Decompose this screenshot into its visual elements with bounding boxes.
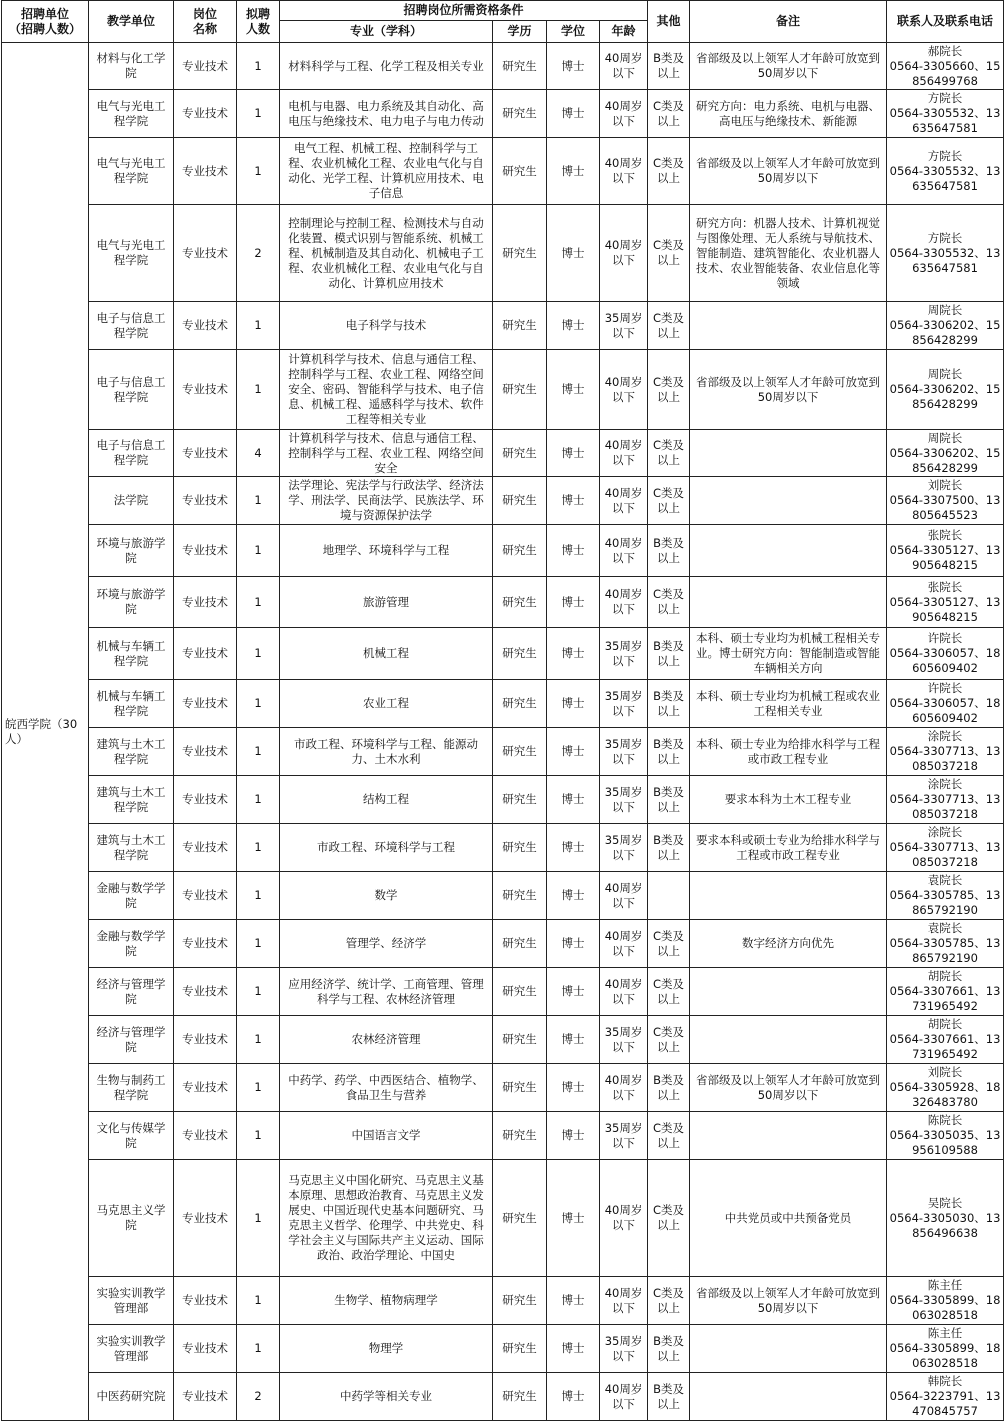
count-cell: 1 — [237, 872, 280, 920]
other-cell — [648, 872, 690, 920]
header-unit: 招聘单位 （招聘人数） — [2, 1, 89, 43]
school-cell: 建筑与土木工程学院 — [89, 824, 174, 872]
education-cell: 研究生 — [493, 728, 547, 776]
post-cell: 专业技术 — [174, 477, 237, 525]
age-cell: 40周岁以下 — [600, 920, 648, 968]
other-cell: B类及以上 — [648, 43, 690, 90]
education-cell: 研究生 — [493, 577, 547, 628]
contact-cell: 郝院长 0564-3305660、15856499768 — [887, 43, 1004, 90]
school-cell: 金融与数学学院 — [89, 920, 174, 968]
table-row — [2, 776, 1004, 824]
remark-cell — [690, 302, 887, 350]
remark-cell — [690, 577, 887, 628]
contact-cell: 袁院长 0564-3305785、13865792190 — [887, 920, 1004, 968]
contact-cell: 许院长 0564-3306057、18605609402 — [887, 680, 1004, 728]
table-row — [2, 1112, 1004, 1160]
school-cell: 机械与车辆工程学院 — [89, 680, 174, 728]
remark-cell — [690, 872, 887, 920]
education-cell: 研究生 — [493, 1277, 547, 1325]
table-row — [2, 43, 1004, 90]
contact-cell: 周院长 0564-3306202、15856428299 — [887, 350, 1004, 430]
count-cell: 1 — [237, 776, 280, 824]
degree-cell: 博士 — [547, 525, 600, 577]
major-cell: 法学理论、宪法学与行政法学、经济法学、刑法学、民商法学、民族法学、环境与资源保护法学 — [280, 477, 493, 525]
education-cell: 研究生 — [493, 138, 547, 205]
other-cell: B类及以上 — [648, 628, 690, 680]
school-cell: 实验实训教学管理部 — [89, 1277, 174, 1325]
other-cell: C类及以上 — [648, 1016, 690, 1064]
table-row — [2, 824, 1004, 872]
remark-cell: 要求本科为土木工程专业 — [690, 776, 887, 824]
age-cell: 40周岁以下 — [600, 477, 648, 525]
degree-cell: 博士 — [547, 1016, 600, 1064]
major-cell: 控制理论与控制工程、检测技术与自动化装置、模式识别与智能系统、机械工程、机械制造及其自动化、机械电子工程、农业机械化工程、农业电气化与自动化、计算机应用技术 — [280, 205, 493, 302]
header-major: 专业（学科） — [280, 21, 493, 43]
post-cell: 专业技术 — [174, 1373, 237, 1421]
count-cell: 2 — [237, 205, 280, 302]
other-cell: B类及以上 — [648, 1325, 690, 1373]
count-cell: 1 — [237, 1277, 280, 1325]
post-cell: 专业技术 — [174, 1112, 237, 1160]
table-row — [2, 1373, 1004, 1421]
school-cell: 电子与信息工程学院 — [89, 430, 174, 477]
count-cell: 1 — [237, 1016, 280, 1064]
post-cell: 专业技术 — [174, 628, 237, 680]
education-cell: 研究生 — [493, 920, 547, 968]
post-cell: 专业技术 — [174, 968, 237, 1016]
age-cell: 35周岁以下 — [600, 1016, 648, 1064]
remark-cell — [690, 477, 887, 525]
post-cell: 专业技术 — [174, 824, 237, 872]
post-cell: 专业技术 — [174, 1325, 237, 1373]
education-cell: 研究生 — [493, 477, 547, 525]
count-cell: 1 — [237, 1325, 280, 1373]
post-cell: 专业技术 — [174, 90, 237, 138]
age-cell: 40周岁以下 — [600, 205, 648, 302]
major-cell: 电气工程、机械工程、控制科学与工程、农业机械化工程、农业电气化与自动化、光学工程、计算机应用技术、电子信息 — [280, 138, 493, 205]
school-cell: 经济与管理学院 — [89, 1016, 174, 1064]
major-cell: 农业工程 — [280, 680, 493, 728]
contact-cell: 方院长 0564-3305532、13635647581 — [887, 138, 1004, 205]
contact-cell: 袁院长 0564-3305785、13865792190 — [887, 872, 1004, 920]
remark-cell — [690, 1112, 887, 1160]
other-cell: B类及以上 — [648, 824, 690, 872]
remark-cell: 要求本科或硕士专业为给排水科学与工程或市政工程专业 — [690, 824, 887, 872]
age-cell: 35周岁以下 — [600, 302, 648, 350]
post-cell: 专业技术 — [174, 776, 237, 824]
remark-cell: 省部级及以上领军人才年龄可放宽到50周岁以下 — [690, 350, 887, 430]
school-cell: 电气与光电工程学院 — [89, 90, 174, 138]
education-cell: 研究生 — [493, 1373, 547, 1421]
education-cell: 研究生 — [493, 302, 547, 350]
contact-cell: 涂院长 0564-3307713、13085037218 — [887, 824, 1004, 872]
school-cell: 电气与光电工程学院 — [89, 205, 174, 302]
other-cell: C类及以上 — [648, 90, 690, 138]
other-cell: C类及以上 — [648, 477, 690, 525]
age-cell: 40周岁以下 — [600, 43, 648, 90]
table-row — [2, 90, 1004, 138]
count-cell: 1 — [237, 350, 280, 430]
post-cell: 专业技术 — [174, 138, 237, 205]
education-cell: 研究生 — [493, 968, 547, 1016]
post-cell: 专业技术 — [174, 1064, 237, 1112]
degree-cell: 博士 — [547, 477, 600, 525]
header-other: 其他 — [648, 1, 690, 43]
age-cell: 35周岁以下 — [600, 628, 648, 680]
count-cell: 1 — [237, 628, 280, 680]
school-cell: 机械与车辆工程学院 — [89, 628, 174, 680]
school-cell: 法学院 — [89, 477, 174, 525]
contact-cell: 吴院长 0564-3305030、13856496638 — [887, 1160, 1004, 1277]
school-cell: 电子与信息工程学院 — [89, 302, 174, 350]
table-row — [2, 577, 1004, 628]
major-cell: 管理学、经济学 — [280, 920, 493, 968]
table-row — [2, 138, 1004, 205]
age-cell: 35周岁以下 — [600, 728, 648, 776]
remark-cell: 省部级及以上领军人才年龄可放宽到50周岁以下 — [690, 138, 887, 205]
major-cell: 结构工程 — [280, 776, 493, 824]
major-cell: 电子科学与技术 — [280, 302, 493, 350]
other-cell: C类及以上 — [648, 968, 690, 1016]
degree-cell: 博士 — [547, 302, 600, 350]
contact-cell: 张院长 0564-3305127、13905648215 — [887, 525, 1004, 577]
post-cell: 专业技术 — [174, 577, 237, 628]
remark-cell — [690, 525, 887, 577]
age-cell: 40周岁以下 — [600, 90, 648, 138]
degree-cell: 博士 — [547, 205, 600, 302]
major-cell: 计算机科学与技术、信息与通信工程、控制科学与工程、农业工程、网络空间安全 — [280, 430, 493, 477]
contact-cell: 许院长 0564-3306057、18605609402 — [887, 628, 1004, 680]
post-cell: 专业技术 — [174, 728, 237, 776]
table-body — [2, 43, 1004, 1421]
table-row — [2, 477, 1004, 525]
remark-cell: 本科、硕士专业均为机械工程相关专业。博士研究方向：智能制造或智能车辆相关方向 — [690, 628, 887, 680]
table-row — [2, 920, 1004, 968]
major-cell: 中国语言文学 — [280, 1112, 493, 1160]
school-cell: 材料与化工学院 — [89, 43, 174, 90]
age-cell: 35周岁以下 — [600, 776, 648, 824]
remark-cell: 研究方向：电力系统、电机与电器、高电压与绝缘技术、新能源 — [690, 90, 887, 138]
count-cell: 1 — [237, 90, 280, 138]
school-cell: 电气与光电工程学院 — [89, 138, 174, 205]
degree-cell: 博士 — [547, 1325, 600, 1373]
major-cell: 数学 — [280, 872, 493, 920]
degree-cell: 博士 — [547, 577, 600, 628]
contact-cell: 张院长 0564-3305127、13905648215 — [887, 577, 1004, 628]
post-cell: 专业技术 — [174, 1016, 237, 1064]
other-cell: C类及以上 — [648, 1112, 690, 1160]
education-cell: 研究生 — [493, 1325, 547, 1373]
other-cell: C类及以上 — [648, 302, 690, 350]
major-cell: 农林经济管理 — [280, 1016, 493, 1064]
education-cell: 研究生 — [493, 350, 547, 430]
table-row — [2, 1016, 1004, 1064]
degree-cell: 博士 — [547, 1160, 600, 1277]
age-cell: 40周岁以下 — [600, 350, 648, 430]
education-cell: 研究生 — [493, 1016, 547, 1064]
major-cell: 中药学、药学、中西医结合、植物学、食品卫生与营养 — [280, 1064, 493, 1112]
education-cell: 研究生 — [493, 1160, 547, 1277]
school-cell: 环境与旅游学院 — [89, 577, 174, 628]
age-cell: 40周岁以下 — [600, 1277, 648, 1325]
school-cell: 生物与制药工程学院 — [89, 1064, 174, 1112]
degree-cell: 博士 — [547, 138, 600, 205]
count-cell: 1 — [237, 920, 280, 968]
degree-cell: 博士 — [547, 872, 600, 920]
table-row — [2, 525, 1004, 577]
education-cell: 研究生 — [493, 776, 547, 824]
contact-cell: 涂院长 0564-3307713、13085037218 — [887, 728, 1004, 776]
age-cell: 40周岁以下 — [600, 1064, 648, 1112]
header-school: 教学单位 — [89, 1, 174, 43]
count-cell: 1 — [237, 728, 280, 776]
degree-cell: 博士 — [547, 430, 600, 477]
degree-cell: 博士 — [547, 680, 600, 728]
post-cell: 专业技术 — [174, 1160, 237, 1277]
degree-cell: 博士 — [547, 968, 600, 1016]
remark-cell — [690, 968, 887, 1016]
contact-cell: 方院长 0564-3305532、13635647581 — [887, 205, 1004, 302]
school-cell: 实验实训教学管理部 — [89, 1325, 174, 1373]
count-cell: 1 — [237, 1064, 280, 1112]
age-cell: 40周岁以下 — [600, 1160, 648, 1277]
other-cell: B类及以上 — [648, 1373, 690, 1421]
contact-cell: 陈主任 0564-3305899、18063028518 — [887, 1277, 1004, 1325]
education-cell: 研究生 — [493, 824, 547, 872]
major-cell: 市政工程、环境科学与工程、能源动力、土木水利 — [280, 728, 493, 776]
major-cell: 地理学、环境科学与工程 — [280, 525, 493, 577]
school-cell: 中医药研究院 — [89, 1373, 174, 1421]
remark-cell: 本科、硕士专业为给排水科学与工程或市政工程专业 — [690, 728, 887, 776]
degree-cell: 博士 — [547, 824, 600, 872]
recruitment-table — [1, 0, 1004, 1421]
education-cell: 研究生 — [493, 205, 547, 302]
other-cell: C类及以上 — [648, 577, 690, 628]
header-age: 年龄 — [600, 21, 648, 43]
other-cell: C类及以上 — [648, 138, 690, 205]
age-cell: 35周岁以下 — [600, 1112, 648, 1160]
age-cell: 40周岁以下 — [600, 872, 648, 920]
count-cell: 1 — [237, 43, 280, 90]
degree-cell: 博士 — [547, 920, 600, 968]
other-cell: C类及以上 — [648, 1277, 690, 1325]
contact-cell: 胡院长 0564-3307661、13731965492 — [887, 1016, 1004, 1064]
contact-cell: 涂院长 0564-3307713、13085037218 — [887, 776, 1004, 824]
age-cell: 40周岁以下 — [600, 577, 648, 628]
count-cell: 1 — [237, 1112, 280, 1160]
table-row — [2, 728, 1004, 776]
count-cell: 1 — [237, 680, 280, 728]
table-row — [2, 350, 1004, 430]
degree-cell: 博士 — [547, 1112, 600, 1160]
education-cell: 研究生 — [493, 628, 547, 680]
age-cell: 40周岁以下 — [600, 1373, 648, 1421]
age-cell: 40周岁以下 — [600, 968, 648, 1016]
age-cell: 40周岁以下 — [600, 525, 648, 577]
education-cell: 研究生 — [493, 90, 547, 138]
contact-cell: 周院长 0564-3306202、15856428299 — [887, 430, 1004, 477]
remark-cell — [690, 1373, 887, 1421]
age-cell: 35周岁以下 — [600, 824, 648, 872]
remark-cell: 数字经济方向优先 — [690, 920, 887, 968]
count-cell: 1 — [237, 525, 280, 577]
table-row — [2, 430, 1004, 477]
age-cell: 40周岁以下 — [600, 430, 648, 477]
count-cell: 2 — [237, 1373, 280, 1421]
degree-cell: 博士 — [547, 628, 600, 680]
school-cell: 文化与传媒学院 — [89, 1112, 174, 1160]
contact-cell: 陈主任 0564-3305899、18063028518 — [887, 1325, 1004, 1373]
remark-cell: 研究方向：机器人技术、计算机视觉与图像处理、无人系统与导航技术、智能制造、建筑智能化、农业机器人技术、农业智能装备、农业信息化等领域 — [690, 205, 887, 302]
age-cell: 35周岁以下 — [600, 680, 648, 728]
contact-cell: 刘院长 0564-3305928、18326483780 — [887, 1064, 1004, 1112]
degree-cell: 博士 — [547, 1064, 600, 1112]
post-cell: 专业技术 — [174, 920, 237, 968]
table-row — [2, 968, 1004, 1016]
count-cell: 1 — [237, 477, 280, 525]
contact-cell: 陈院长 0564-3305035、13956109588 — [887, 1112, 1004, 1160]
major-cell: 机械工程 — [280, 628, 493, 680]
remark-cell: 本科、硕士专业均为机械工程或农业工程相关专业 — [690, 680, 887, 728]
education-cell: 研究生 — [493, 872, 547, 920]
unit-cell: 皖西学院（30人） — [2, 43, 89, 1421]
school-cell: 建筑与土木工程学院 — [89, 776, 174, 824]
other-cell: C类及以上 — [648, 1160, 690, 1277]
other-cell: C类及以上 — [648, 205, 690, 302]
remark-cell — [690, 1325, 887, 1373]
contact-cell: 周院长 0564-3306202、15856428299 — [887, 302, 1004, 350]
post-cell: 专业技术 — [174, 680, 237, 728]
post-cell: 专业技术 — [174, 205, 237, 302]
post-cell: 专业技术 — [174, 350, 237, 430]
education-cell: 研究生 — [493, 1112, 547, 1160]
header-degree: 学位 — [547, 21, 600, 43]
school-cell: 环境与旅游学院 — [89, 525, 174, 577]
major-cell: 马克思主义中国化研究、马克思主义基本原理、思想政治教育、马克思主义发展史、中国近现代史基本问题研究、马克思主义哲学、伦理学、中共党史、科学社会主义与国际共产主义运动、国际政治、政治学理论、中国史 — [280, 1160, 493, 1277]
major-cell: 生物学、植物病理学 — [280, 1277, 493, 1325]
header-contact: 联系人及联系电话 — [887, 1, 1004, 43]
major-cell: 计算机科学与技术、信息与通信工程、控制科学与工程、农业工程、网络空间安全、密码、智能科学与技术、电子信息、机械工程、遥感科学与技术、软件工程等相关专业 — [280, 350, 493, 430]
contact-cell: 方院长 0564-3305532、13635647581 — [887, 90, 1004, 138]
degree-cell: 博士 — [547, 350, 600, 430]
post-cell: 专业技术 — [174, 302, 237, 350]
remark-cell: 中共党员或中共预备党员 — [690, 1160, 887, 1277]
degree-cell: 博士 — [547, 90, 600, 138]
table-row — [2, 205, 1004, 302]
major-cell: 材料科学与工程、化学工程及相关专业 — [280, 43, 493, 90]
education-cell: 研究生 — [493, 525, 547, 577]
major-cell: 电机与电器、电力系统及其自动化、高电压与绝缘技术、电力电子与电力传动 — [280, 90, 493, 138]
remark-cell — [690, 430, 887, 477]
contact-cell: 韩院长 0564-3223791、13470845757 — [887, 1373, 1004, 1421]
table-row — [2, 1160, 1004, 1277]
other-cell: B类及以上 — [648, 525, 690, 577]
table-row — [2, 302, 1004, 350]
major-cell: 中药学等相关专业 — [280, 1373, 493, 1421]
other-cell: C类及以上 — [648, 430, 690, 477]
count-cell: 1 — [237, 577, 280, 628]
header-remark: 备注 — [690, 1, 887, 43]
post-cell: 专业技术 — [174, 430, 237, 477]
count-cell: 1 — [237, 302, 280, 350]
table-row — [2, 628, 1004, 680]
degree-cell: 博士 — [547, 728, 600, 776]
header-count: 拟聘 人数 — [237, 1, 280, 43]
school-cell: 金融与数学学院 — [89, 872, 174, 920]
header-education: 学历 — [493, 21, 547, 43]
post-cell: 专业技术 — [174, 872, 237, 920]
degree-cell: 博士 — [547, 1277, 600, 1325]
major-cell: 物理学 — [280, 1325, 493, 1373]
count-cell: 4 — [237, 430, 280, 477]
post-cell: 专业技术 — [174, 525, 237, 577]
major-cell: 市政工程、环境科学与工程 — [280, 824, 493, 872]
school-cell: 经济与管理学院 — [89, 968, 174, 1016]
education-cell: 研究生 — [493, 680, 547, 728]
contact-cell: 胡院长 0564-3307661、13731965492 — [887, 968, 1004, 1016]
table-row — [2, 872, 1004, 920]
table-row — [2, 680, 1004, 728]
remark-cell: 省部级及以上领军人才年龄可放宽到50周岁以下 — [690, 43, 887, 90]
contact-cell: 刘院长 0564-3307500、13805645523 — [887, 477, 1004, 525]
degree-cell: 博士 — [547, 776, 600, 824]
table-row — [2, 1064, 1004, 1112]
count-cell: 1 — [237, 824, 280, 872]
major-cell: 旅游管理 — [280, 577, 493, 628]
other-cell: B类及以上 — [648, 1064, 690, 1112]
other-cell: B类及以上 — [648, 776, 690, 824]
other-cell: B类及以上 — [648, 680, 690, 728]
count-cell: 1 — [237, 138, 280, 205]
school-cell: 建筑与土木工程学院 — [89, 728, 174, 776]
other-cell: C类及以上 — [648, 350, 690, 430]
post-cell: 专业技术 — [174, 1277, 237, 1325]
education-cell: 研究生 — [493, 43, 547, 90]
age-cell: 40周岁以下 — [600, 138, 648, 205]
header-post: 岗位 名称 — [174, 1, 237, 43]
school-cell: 马克思主义学院 — [89, 1160, 174, 1277]
age-cell: 35周岁以下 — [600, 1325, 648, 1373]
education-cell: 研究生 — [493, 430, 547, 477]
other-cell: B类及以上 — [648, 728, 690, 776]
degree-cell: 博士 — [547, 1373, 600, 1421]
education-cell: 研究生 — [493, 1064, 547, 1112]
count-cell: 1 — [237, 968, 280, 1016]
other-cell: C类及以上 — [648, 920, 690, 968]
remark-cell: 省部级及以上领军人才年龄可放宽到50周岁以下 — [690, 1277, 887, 1325]
remark-cell: 省部级及以上领军人才年龄可放宽到50周岁以下 — [690, 1064, 887, 1112]
post-cell: 专业技术 — [174, 43, 237, 90]
degree-cell: 博士 — [547, 43, 600, 90]
count-cell: 1 — [237, 1160, 280, 1277]
remark-cell — [690, 1016, 887, 1064]
table-row — [2, 1277, 1004, 1325]
header-conditions: 招聘岗位所需资格条件 — [280, 1, 648, 21]
major-cell: 应用经济学、统计学、工商管理、管理科学与工程、农林经济管理 — [280, 968, 493, 1016]
school-cell: 电子与信息工程学院 — [89, 350, 174, 430]
table-row — [2, 1325, 1004, 1373]
